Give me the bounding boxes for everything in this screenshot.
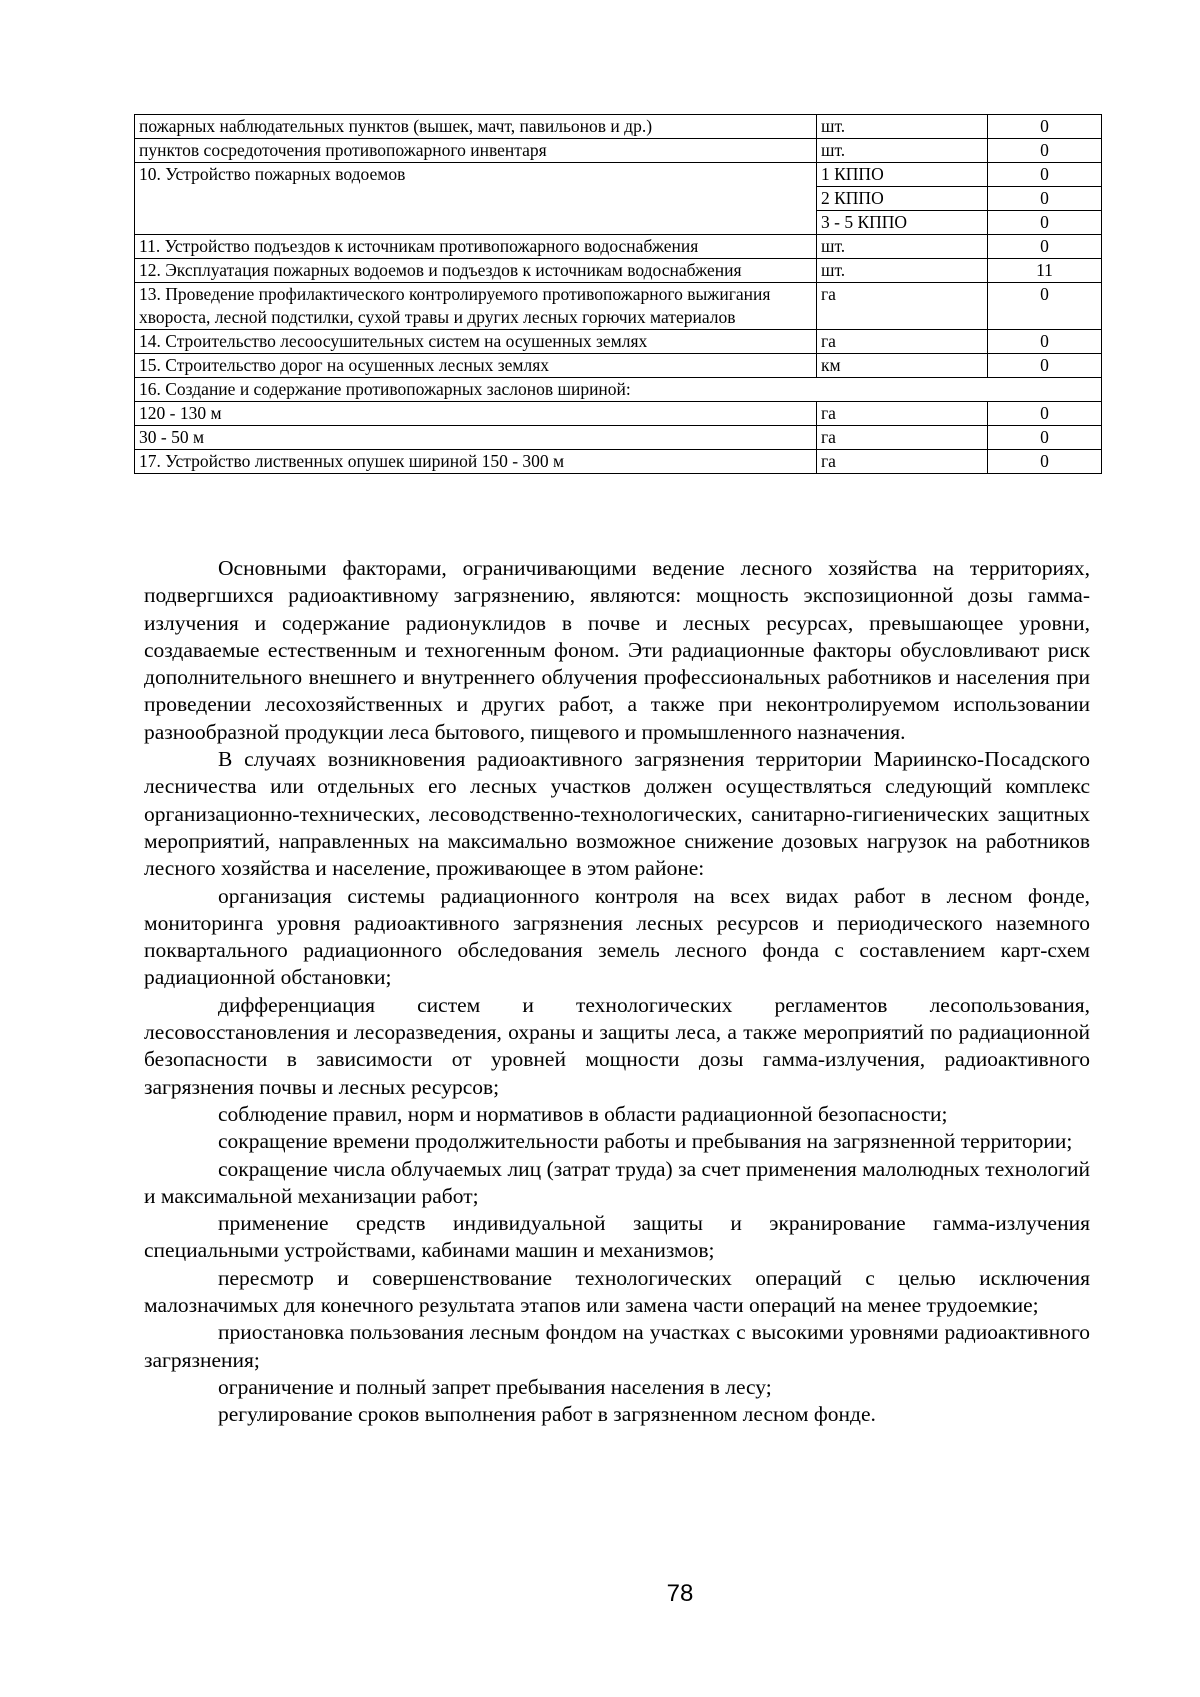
measures-table (134, 114, 1102, 474)
table-row (135, 235, 1102, 259)
table-row (135, 426, 1102, 450)
measure-value: 0 (988, 163, 1102, 187)
table-row (135, 139, 1102, 163)
table-row (135, 163, 1102, 187)
measure-unit: га (817, 426, 988, 450)
paragraph: дифференциация систем и технологических регламентов лесопользования, лесовосстановления и лесоразведения, охраны и защиты леса, а также мероприятий по радиационной безопасности в зависимости от уровней мощности дозы гамма-излучения, радиоактивного загрязнения почвы и лесных ресурсов; (144, 992, 1090, 1099)
measure-value: 0 (988, 139, 1102, 163)
measure-value: 0 (988, 450, 1102, 474)
measure-name: 12. Эксплуатация пожарных водоемов и подъездов к источникам водоснабжения (135, 259, 817, 283)
measure-unit: 2 КППО (817, 187, 988, 211)
paragraph: В случаях возникновения радиоактивного загрязнения территории Мариинско-Посадского лесничества или отдельных его лесных участков должен осуществляться следующий комплекс организационно-технических, лесоводственно-технологических, санитарно-гигиенических защитных мероприятий, направленных на максимально возможное снижение дозовых нагрузок на работников лесного хозяйства и население, проживающее в этом районе: (144, 747, 1090, 881)
table-row (135, 115, 1102, 139)
measure-value: 11 (988, 259, 1102, 283)
table-row (135, 259, 1102, 283)
table-row (135, 402, 1102, 426)
measure-value: 0 (988, 426, 1102, 450)
measure-name: пунктов сосредоточения противопожарного инвентаря (135, 139, 817, 163)
measure-name: 10. Устройство пожарных водоемов (135, 163, 817, 235)
measure-unit: шт. (817, 235, 988, 259)
paragraph: пересмотр и совершенствование технологических операций с целью исключения малозначимых для конечного результата этапов или замена части операций на менее трудоемкие; (144, 1265, 1090, 1318)
measure-unit: шт. (817, 115, 988, 139)
measure-name: 30 - 50 м (135, 426, 817, 450)
measure-name: 13. Проведение профилактического контролируемого противопожарного выжигания хвороста, лесной подстилки, сухой травы и других лесных горючих материалов (135, 283, 817, 330)
paragraph: приостановка пользования лесным фондом на участках с высокими уровнями радиоактивного загрязнения; (144, 1320, 1090, 1372)
measure-name: 16. Создание и содержание противопожарных заслонов шириной: (135, 378, 1102, 402)
measure-unit: га (817, 330, 988, 354)
measure-unit: 1 КППО (817, 163, 988, 187)
table-row (135, 450, 1102, 474)
table-row (135, 283, 1102, 330)
paragraph: применение средств индивидуальной защиты и экранирование гамма-излучения специальными устройствами, кабинами машин и механизмов; (144, 1211, 1090, 1263)
measure-unit: шт. (817, 259, 988, 283)
table-row (135, 354, 1102, 378)
measure-name: 14. Строительство лесоосушительных систем на осушенных землях (135, 330, 817, 354)
measure-name: 17. Устройство лиственных опушек шириной 150 - 300 м (135, 450, 817, 474)
measure-value: 0 (988, 354, 1102, 378)
paragraph: сокращение времени продолжительности работы и пребывания на загрязненной территории; (218, 1129, 1073, 1154)
measure-name: пожарных наблюдательных пунктов (вышек, мачт, павильонов и др.) (135, 115, 817, 139)
table-row (135, 378, 1102, 402)
measure-value: 0 (988, 283, 1102, 330)
paragraph: регулирование сроков выполнения работ в загрязненном лесном фонде. (218, 1402, 876, 1427)
paragraph: организация системы радиационного контроля на всех видах работ в лесном фонде, мониторинга уровня радиоактивного загрязнения лесных ресурсов и периодического наземного поквартального радиационного обследования земель лесного фонда с составлением карт-схем радиационной обстановки; (144, 883, 1090, 990)
measure-name: 11. Устройство подъездов к источникам противопожарного водоснабжения (135, 235, 817, 259)
measure-value: 0 (988, 330, 1102, 354)
measure-unit: 3 - 5 КППО (817, 211, 988, 235)
measure-name: 15. Строительство дорог на осушенных лесных землях (135, 354, 817, 378)
page-number: 78 (666, 1580, 694, 1607)
body-text (144, 555, 1090, 1429)
measure-value: 0 (988, 115, 1102, 139)
paragraph: сокращение числа облучаемых лиц (затрат труда) за счет применения малолюдных технологий и максимальной механизации работ; (144, 1156, 1090, 1208)
measure-unit: км (817, 354, 988, 378)
measure-value: 0 (988, 235, 1102, 259)
measure-value: 0 (988, 402, 1102, 426)
measure-unit: га (817, 450, 988, 474)
paragraph: Основными факторами, ограничивающими ведение лесного хозяйства на территориях, подвергшихся радиоактивному загрязнению, являются: мощность экспозиционной дозы гамма-излучения и содержание радионуклидов в почве и лесных ресурсах, превышающее уровни, создаваемые естественным и техногенным фоном. Эти радиационные факторы обусловливают риск дополнительного внешнего и внутреннего облучения профессиональных работников и населения при проведении лесохозяйственных и других работ, а также при неконтролируемом использовании разнообразной продукции леса бытового, пищевого и промышленного назначения. (144, 556, 1090, 744)
table-row (135, 330, 1102, 354)
paragraph: соблюдение правил, норм и нормативов в области радиационной безопасности; (218, 1101, 948, 1126)
measure-value: 0 (988, 187, 1102, 211)
measure-name: 120 - 130 м (135, 402, 817, 426)
measure-unit: шт. (817, 139, 988, 163)
measure-value: 0 (988, 211, 1102, 235)
measure-unit: га (817, 402, 988, 426)
measure-unit: га (817, 283, 988, 330)
paragraph: ограничение и полный запрет пребывания населения в лесу; (218, 1374, 772, 1399)
